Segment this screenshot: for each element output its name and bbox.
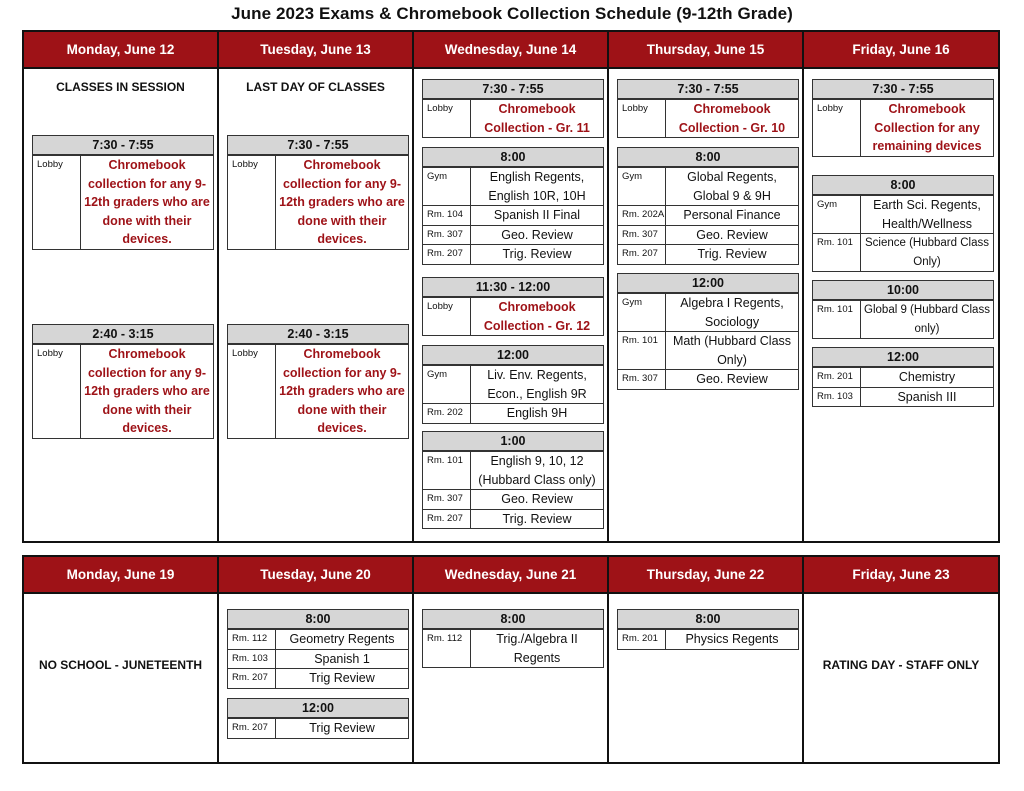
schedule-block (422, 277, 604, 336)
event-text: Chromebook Collection for any remaining devices (872, 102, 982, 153)
schedule-row (618, 99, 798, 137)
room-label: Lobby (228, 345, 276, 438)
schedule-block (227, 698, 409, 739)
event-text: Geo. Review (501, 227, 573, 242)
schedule-row (33, 344, 213, 438)
event-text: Global Regents, Global 9 & 9H (687, 170, 777, 203)
schedule-row (618, 293, 798, 331)
day-column-wednesday-june-21 (414, 557, 609, 762)
schedule-block (227, 609, 409, 689)
schedule-row (423, 244, 603, 264)
schedule-block (422, 147, 604, 265)
room-label: Lobby (33, 156, 81, 249)
day-note: RATING DAY - STAFF ONLY (822, 658, 980, 672)
event-text: Spanish 1 (314, 651, 370, 666)
day-column-thursday-june-22 (609, 557, 804, 762)
event-text: Spanish II Final (493, 208, 581, 222)
event-text: Trig. Review (697, 247, 767, 261)
schedule-row (618, 225, 798, 245)
schedule-row (618, 205, 798, 225)
schedule-row (423, 225, 603, 245)
room-label: Gym (813, 196, 861, 233)
schedule-row (813, 300, 993, 338)
schedule-row (813, 387, 993, 407)
event-text: Trig. Review (502, 247, 572, 261)
schedule-row (813, 367, 993, 387)
schedule-row (423, 365, 603, 403)
block-time: 8:00 (423, 148, 603, 167)
block-time: 7:30 - 7:55 (618, 80, 798, 99)
room-label: Rm. 202 (423, 404, 471, 423)
room-label: Rm. 104 (423, 206, 471, 225)
room-label: Rm. 207 (228, 669, 276, 688)
day-header: Wednesday, June 21 (414, 557, 607, 594)
schedule-block (32, 135, 214, 250)
schedule-block (617, 609, 799, 650)
schedule-row (228, 718, 408, 738)
event-text: Algebra I Regents, Sociology (680, 296, 784, 329)
room-label: Rm. 207 (423, 245, 471, 264)
schedule-row (423, 403, 603, 423)
day-header: Monday, June 12 (24, 32, 217, 69)
block-time: 7:30 - 7:55 (423, 80, 603, 99)
schedule-row (423, 509, 603, 529)
event-text: Chromebook collection for any 9-12th graders who are done with their devices. (84, 158, 210, 246)
event-text: Liv. Env. Regents, Econ., English 9R (487, 368, 587, 401)
event-text: Trig. Review (502, 511, 572, 526)
event-text: Math (Hubbard Class Only) (672, 334, 792, 367)
schedule-row (618, 167, 798, 205)
room-label: Lobby (813, 100, 861, 156)
day-header: Thursday, June 22 (609, 557, 802, 594)
event-text: Geo. Review (696, 372, 768, 386)
block-time: 2:40 - 3:15 (33, 325, 213, 344)
event-text: Chromebook Collection - Gr. 12 (483, 300, 591, 333)
room-label: Rm. 207 (228, 719, 276, 738)
room-label: Rm. 103 (228, 650, 276, 669)
schedule-row (618, 244, 798, 264)
event-text: Chromebook collection for any 9-12th graders who are done with their devices. (279, 347, 405, 435)
room-label: Rm. 207 (423, 510, 471, 529)
schedule-block (617, 147, 799, 265)
room-label: Rm. 101 (618, 332, 666, 369)
event-text: Personal Finance (683, 208, 781, 222)
room-label: Rm. 103 (813, 388, 861, 407)
day-column-friday-june-16 (804, 32, 998, 541)
day-header: Tuesday, June 20 (219, 557, 412, 594)
room-label: Rm. 112 (423, 630, 471, 667)
room-label: Gym (423, 366, 471, 403)
schedule-block (812, 347, 994, 407)
day-column-wednesday-june-14 (414, 32, 609, 541)
block-time: 7:30 - 7:55 (228, 136, 408, 155)
room-label: Lobby (33, 345, 81, 438)
block-time: 10:00 (813, 281, 993, 300)
schedule-block (422, 431, 604, 529)
day-column-friday-june-23 (804, 557, 998, 762)
room-label: Rm. 307 (618, 226, 666, 245)
page-title: June 2023 Exams & Chromebook Collection Schedule (9-12th Grade) (231, 4, 793, 23)
schedule-block (422, 609, 604, 668)
room-label: Rm. 307 (423, 490, 471, 509)
room-label: Lobby (423, 100, 471, 137)
schedule-row (423, 205, 603, 225)
schedule-block (812, 79, 994, 157)
schedule-row (813, 195, 993, 233)
schedule-row (228, 344, 408, 438)
room-label: Lobby (618, 100, 666, 137)
event-text: Geo. Review (501, 492, 573, 506)
day-header: Wednesday, June 14 (414, 32, 607, 69)
block-time: 7:30 - 7:55 (33, 136, 213, 155)
event-text: Chemistry (898, 370, 956, 384)
room-label: Rm. 201 (813, 368, 861, 387)
event-text: Chromebook Collection - Gr. 11 (484, 102, 590, 135)
schedule-row (228, 155, 408, 249)
event-text: Spanish III (897, 389, 957, 404)
schedule-block (617, 273, 799, 390)
day-note: CLASSES IN SESSION (56, 80, 185, 94)
room-label: Gym (423, 168, 471, 205)
room-label: Rm. 207 (618, 245, 666, 264)
day-header: Thursday, June 15 (609, 32, 802, 69)
room-label: Rm. 202A (618, 206, 666, 225)
day-column-thursday-june-15 (609, 32, 804, 541)
schedule-row (228, 629, 408, 649)
room-label: Lobby (228, 156, 276, 249)
schedule-row (618, 369, 798, 389)
day-note: LAST DAY OF CLASSES (246, 80, 385, 94)
block-time: 8:00 (813, 176, 993, 195)
event-text: English 9, 10, 12 (Hubbard Class only) (478, 454, 596, 487)
schedule-block (227, 324, 409, 439)
schedule-row (33, 155, 213, 249)
block-time: 8:00 (618, 148, 798, 167)
event-text: Earth Sci. Regents, Health/Wellness (873, 198, 981, 231)
room-label: Rm. 112 (228, 630, 276, 649)
day-column-tuesday-june-13 (219, 32, 414, 541)
event-text: Chromebook Collection - Gr. 10 (678, 102, 786, 135)
week-2-grid (22, 555, 1000, 764)
schedule-block (422, 345, 604, 424)
room-label: Rm. 101 (813, 234, 861, 271)
week-1-grid (22, 30, 1000, 543)
room-label: Gym (618, 168, 666, 205)
schedule-row (813, 99, 993, 156)
room-label: Rm. 201 (618, 630, 666, 649)
day-header: Friday, June 23 (804, 557, 998, 594)
event-text: Trig Review (309, 671, 375, 685)
block-time: 8:00 (228, 610, 408, 629)
schedule-row (423, 167, 603, 205)
schedule-row (423, 451, 603, 489)
schedule-row (423, 297, 603, 335)
event-text: English 9H (506, 406, 568, 420)
block-time: 8:00 (423, 610, 603, 629)
schedule-block (32, 324, 214, 439)
day-column-tuesday-june-20 (219, 557, 414, 762)
schedule-row (618, 629, 798, 649)
schedule-block (812, 280, 994, 339)
schedule-block (422, 79, 604, 138)
room-label: Rm. 307 (423, 226, 471, 245)
day-header: Monday, June 19 (24, 557, 217, 594)
schedule-block (812, 175, 994, 272)
event-text: Chromebook collection for any 9-12th graders who are done with their devices. (279, 158, 405, 246)
schedule-row (228, 668, 408, 688)
event-text: Trig./Algebra II Regents (496, 632, 578, 665)
day-column-monday-june-12 (24, 32, 219, 541)
block-time: 12:00 (813, 348, 993, 367)
schedule-row (228, 649, 408, 669)
block-time: 8:00 (618, 610, 798, 629)
room-label: Lobby (423, 298, 471, 335)
event-text: Geo. Review (696, 227, 768, 242)
event-text: Science (Hubbard Class Only) (864, 237, 989, 268)
block-time: 12:00 (618, 274, 798, 293)
day-header: Friday, June 16 (804, 32, 998, 69)
day-header: Tuesday, June 13 (219, 32, 412, 69)
block-time: 2:40 - 3:15 (228, 325, 408, 344)
schedule-row (423, 629, 603, 667)
block-time: 1:00 (423, 432, 603, 451)
schedule-row (423, 99, 603, 137)
block-time: 11:30 - 12:00 (423, 278, 603, 297)
schedule-block (617, 79, 799, 138)
room-label: Gym (618, 294, 666, 331)
event-text: Trig Review (309, 721, 375, 735)
block-time: 12:00 (423, 346, 603, 365)
block-time: 12:00 (228, 699, 408, 718)
room-label: Rm. 101 (423, 452, 471, 489)
event-text: Global 9 (Hubbard Class only) (864, 304, 990, 335)
schedule-block (227, 135, 409, 250)
schedule-row (618, 331, 798, 369)
block-time: 7:30 - 7:55 (813, 80, 993, 99)
day-column-monday-june-19 (24, 557, 219, 762)
day-note: NO SCHOOL - JUNETEENTH (38, 658, 203, 672)
schedule-row (813, 233, 993, 271)
event-text: Geometry Regents (289, 632, 395, 646)
schedule-row (423, 489, 603, 509)
event-text: Physics Regents (685, 632, 779, 646)
event-text: English Regents, English 10R, 10H (488, 170, 586, 203)
room-label: Rm. 101 (813, 301, 861, 338)
event-text: Chromebook collection for any 9-12th graders who are done with their devices. (84, 347, 210, 435)
room-label: Rm. 307 (618, 370, 666, 389)
